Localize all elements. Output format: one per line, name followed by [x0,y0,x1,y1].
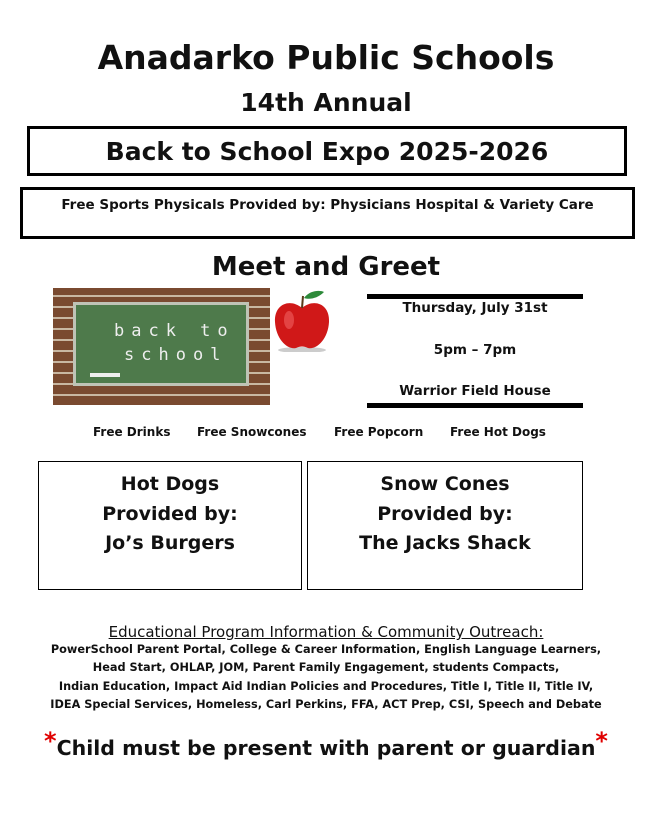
chalk-text-2: school [124,345,228,365]
provider-name: Jo’s Burgers [105,532,235,554]
event-time: 5pm – 7pm [433,342,517,358]
asterisk-icon: * [44,727,57,755]
freebie-snowcones: Free Snowcones [197,425,307,439]
event-title-box [27,126,627,176]
education-line: PowerSchool Parent Portal, College & Career Information, English Language Learners, [50,643,602,656]
chalk-eraser [90,373,120,377]
event-location: Warrior Field House [399,383,551,399]
provider-line: Hot Dogs [120,473,220,495]
provider-line: Provided by: [102,502,238,525]
attendance-text: Child must be present with parent or guardian [56,736,596,760]
school-name: Anadarko Public Schools [97,38,555,77]
education-line: Indian Education, Impact Aid Indian Policies and Procedures, Title I, Title II, Title IV, [58,680,594,693]
apple-icon [272,290,332,352]
info-top-rule [367,294,583,299]
event-title: Back to School Expo 2025-2026 [105,136,549,166]
provider-name: The Jacks Shack [359,532,531,554]
meet-greet-heading: Meet and Greet [211,252,441,282]
info-bottom-rule [367,403,583,408]
hot-dogs-provider-box [38,461,302,590]
education-line: Head Start, OHLAP, JOM, Parent Family Engagement, students Compacts, [92,661,560,674]
attendance-note [0,727,652,760]
provider-line: Snow Cones [380,473,510,495]
chalk-text-1: back to [114,321,235,341]
physicals-text: Free Sports Physicals Provided by: Physicians Hospital & Variety Care [61,197,594,213]
event-date: Thursday, July 31st [402,300,548,316]
chalkboard-slate [73,302,249,386]
freebie-drinks: Free Drinks [93,425,171,439]
freebie-hot-dogs: Free Hot Dogs [450,425,546,439]
provider-line: Provided by: [377,502,513,525]
physicals-box [20,187,635,239]
snow-cones-provider-box [307,461,583,590]
annual-label: 14th Annual [240,88,412,117]
asterisk-icon: * [595,727,608,755]
education-line: IDEA Special Services, Homeless, Carl Perkins, FFA, ACT Prep, CSI, Speech and Debate [50,698,602,711]
education-heading: Educational Program Information & Community Outreach: [108,623,544,641]
freebie-popcorn: Free Popcorn [334,425,424,439]
chalkboard-image [53,288,270,405]
